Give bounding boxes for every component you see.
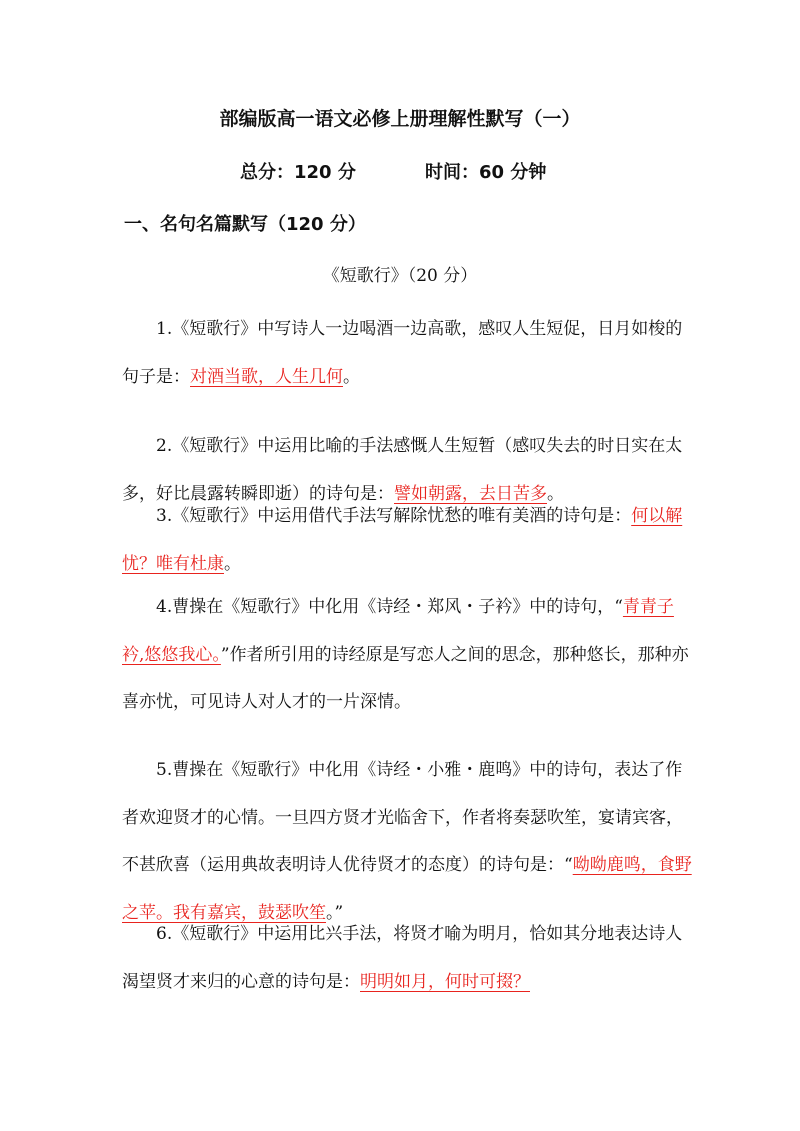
answer-text: 何以解忧？唯有杜康 — [122, 506, 683, 574]
question-text: 3.《短歌行》中运用借代手法写解除忧愁的唯有美酒的诗句是： — [156, 506, 632, 526]
answer-text: 譬如朝露，去日苦多 — [394, 483, 547, 504]
question-text-tail: ”作者所引用的诗经原是写恋人之间的思念，那种悠长，那种亦喜亦忧，可见诗人对人才的一片深情。 — [122, 644, 689, 712]
question-text-tail: 。 — [547, 483, 564, 504]
section-heading: 一、名句名篇默写（120 分） — [124, 214, 366, 235]
total-score: 总分：120 分 — [240, 162, 356, 183]
question-text: 5.曹操在《短歌行》中化用《诗经・小雅・鹿鸣》中的诗句，表达了作者欢迎贤才的心情。一旦四方贤才光临舍下，作者将奏瑟吹笙，宴请宾客，不甚欣喜（运用典故表明诗人优待贤才的态度）的诗句是：“ — [122, 760, 683, 875]
question-text: 4.曹操在《短歌行》中化用《诗经・郑风・子衿》中的诗句，“ — [156, 597, 623, 617]
answer-text: 对酒当歌，人生几何 — [190, 366, 343, 387]
question-text-tail: 。” — [326, 902, 344, 923]
exam-time: 时间：60 分钟 — [425, 162, 547, 183]
question-6 — [122, 911, 692, 1006]
question-text: 1.《短歌行》中写诗人一边喝酒一边高歌，感叹人生短促，日月如梭的句子是： — [122, 319, 683, 387]
question-1 — [122, 306, 692, 401]
question-4 — [122, 584, 692, 727]
question-5 — [122, 747, 692, 937]
question-text-tail: 。 — [224, 553, 241, 574]
page-title: 部编版高一语文必修上册理解性默写（一） — [219, 108, 581, 130]
answer-text: 明明如月，何时可掇？ — [360, 971, 530, 992]
subsection-title: 《短歌行》（20 分） — [322, 266, 478, 286]
question-text-tail: 。 — [343, 366, 360, 387]
question-text: 6.《短歌行》中运用比兴手法，将贤才喻为明月，恰如其分地表达诗人渴望贤才来归的心意的诗句是： — [122, 924, 683, 992]
answer-text: 青青子衿,悠悠我心。 — [122, 597, 674, 665]
answer-text: 呦呦鹿鸣，食野之苹。我有嘉宾，鼓瑟吹笙 — [122, 855, 692, 923]
question-text: 2.《短歌行》中运用比喻的手法感慨人生短暂（感叹失去的时日实在太多，好比晨露转瞬即逝）的诗句是： — [122, 436, 683, 504]
question-3 — [122, 493, 692, 588]
